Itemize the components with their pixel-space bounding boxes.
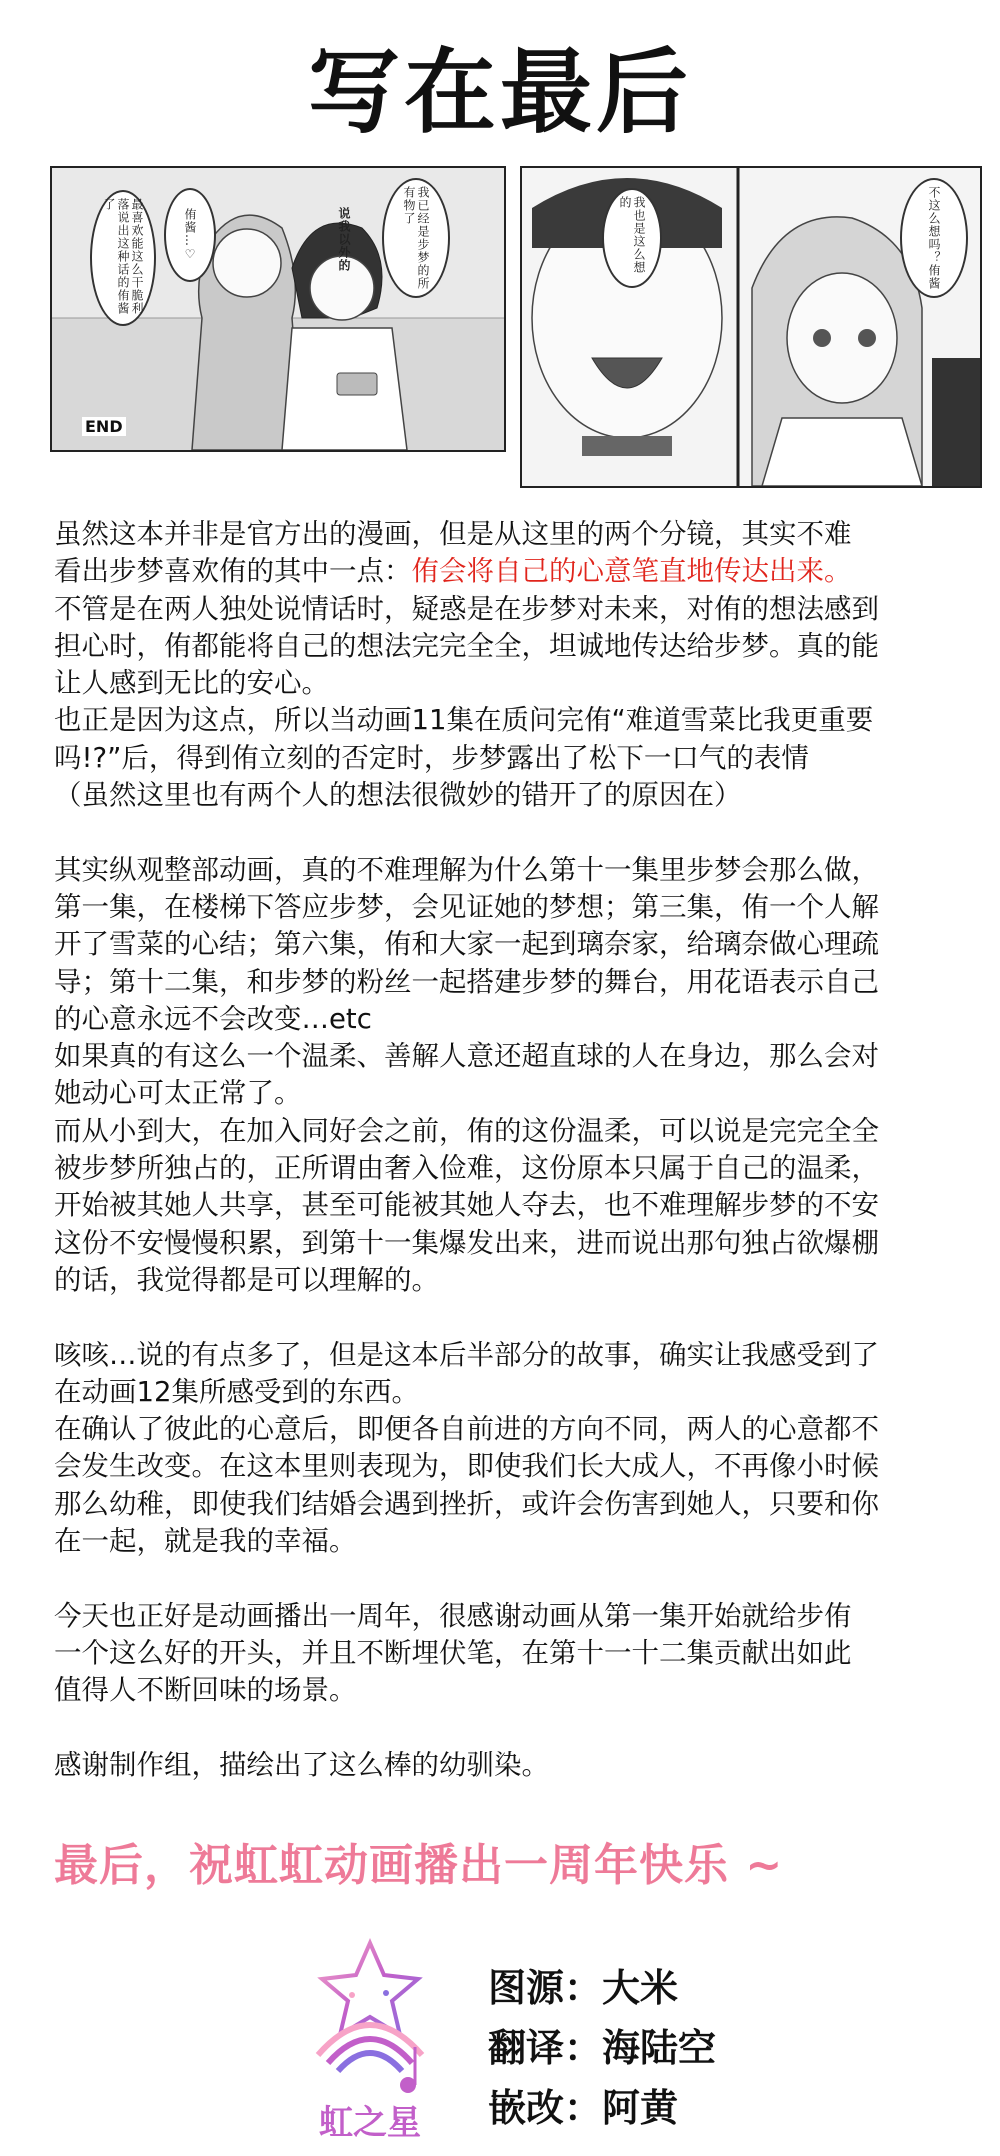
speech-bubble: 说我以外的 xyxy=(337,206,351,272)
text-line: 不管是在两人独处说情话时，疑惑是在步梦对未来，对侑的想法感到 xyxy=(54,592,879,625)
text-line: 也正是因为这点，所以当动画11集在质问完侑“难道雪菜比我更重要 xyxy=(54,704,874,737)
article-body xyxy=(54,516,974,1784)
text-line: 吗!?”后，得到侑立刻的否定时，步梦露出了松下一口气的表情 xyxy=(54,741,809,774)
closing-message: 最后，祝虹虹动画播出一周年快乐 ~ xyxy=(54,1840,784,1891)
credit-translation: 翻译：海陆空 xyxy=(488,2026,717,2070)
text-line: 如果真的有这么一个温柔、善解人意还超直球的人在身边，那么会对 xyxy=(54,1040,879,1073)
text-line: 值得人不断回味的场景。 xyxy=(54,1674,357,1707)
text-line: 开始被其她人共享，甚至可能被其她人夺去，也不难理解步梦的不安 xyxy=(54,1189,879,1222)
speech-bubble: 不这么想吗？侑酱 xyxy=(900,178,968,298)
text-line: 咳咳…说的有点多了，但是这本后半部分的故事，确实让我感受到了 xyxy=(54,1338,879,1371)
paragraph-gap xyxy=(54,1560,974,1597)
paragraph-gap xyxy=(54,1299,974,1336)
speech-bubble: 侑酱…♡ xyxy=(164,188,216,282)
text-segment: 看出步梦喜欢侑的其中一点： xyxy=(54,555,412,588)
credit-typeset: 嵌改：阿黄 xyxy=(488,2086,679,2130)
text-line: 在动画12集所感受到的东西。 xyxy=(54,1375,419,1408)
text-line: 虽然这本并非是官方出的漫画，但是从这里的两个分镜，其实不难 xyxy=(54,518,852,550)
text-line: 导；第十二集，和步梦的粉丝一起搭建步梦的舞台，用花语表示自己 xyxy=(54,965,879,998)
text-line: 的话，我觉得都是可以理解的。 xyxy=(54,1263,439,1296)
text-line: 今天也正好是动画播出一周年，很感谢动画从第一集开始就给步侑 xyxy=(54,1599,852,1632)
text-line: 在确认了彼此的心意后，即便各自前进的方向不同，两人的心意都不 xyxy=(54,1413,879,1446)
manga-panel-right xyxy=(520,166,982,488)
text-line: 那么幼稚，即使我们结婚会遇到挫折，或许会伤害到她人，只要和你 xyxy=(54,1487,879,1520)
text-line: 感谢制作组，描绘出了这么棒的幼驯染。 xyxy=(54,1748,549,1781)
text-line: 她动心可太正常了。 xyxy=(54,1077,302,1110)
logo-text: 虹之星 xyxy=(319,2103,421,2143)
manga-panels xyxy=(50,166,980,488)
logo xyxy=(300,1935,440,2150)
text-line: 这份不安慢慢积累，到第十一集爆发出来，进而说出那句独占欲爆棚 xyxy=(54,1226,879,1259)
text-line: （虽然这里也有两个人的想法很微妙的错开了的原因在） xyxy=(54,779,742,812)
text-line: 在一起，就是我的幸福。 xyxy=(54,1525,357,1558)
rainbow-note-icon xyxy=(300,1935,440,2105)
credit-source: 图源：大米 xyxy=(488,1966,679,2010)
text-line xyxy=(54,553,974,590)
text-line: 被步梦所独占的，正所谓由奢入俭难，这份原本只属于自己的温柔， xyxy=(54,1152,879,1185)
paragraph-gap xyxy=(54,1710,974,1747)
highlight-text: 侑会将自己的心意笔直地传达出来。 xyxy=(411,555,852,588)
page-title: 写在最后 xyxy=(307,39,692,146)
text-line: 其实纵观整部动画，真的不难理解为什么第十一集里步梦会那么做， xyxy=(54,853,879,886)
speech-bubble: 我已经是步梦的所有物了 xyxy=(382,178,450,298)
text-line: 的心意永远不会改变…etc xyxy=(54,1002,372,1035)
text-line: 而从小到大，在加入同好会之前，侑的这份温柔，可以说是完完全全 xyxy=(54,1114,879,1147)
text-line: 开了雪菜的心结；第六集，侑和大家一起到璃奈家，给璃奈做心理疏 xyxy=(54,928,879,961)
credits xyxy=(488,1958,968,2138)
text-line: 担心时，侑都能将自己的想法完完全全，坦诚地传达给步梦。真的能 xyxy=(54,629,879,662)
text-line: 一个这么好的开头，并且不断埋伏笔，在第十一十二集贡献出如此 xyxy=(54,1636,852,1669)
text-line: 会发生改变。在这本里则表现为，即使我们长大成人，不再像小时候 xyxy=(54,1450,879,1483)
text-line: 第一集，在楼梯下答应步梦，会见证她的梦想；第三集，侑一个人解 xyxy=(54,890,879,923)
text-line: 让人感到无比的安心。 xyxy=(54,667,329,700)
speech-bubble: 最喜欢能这么干脆利落说出这种话的侑酱了 xyxy=(90,190,156,326)
manga-panel-left xyxy=(50,166,506,452)
paragraph-gap xyxy=(54,814,974,851)
end-label: END xyxy=(82,417,126,436)
speech-bubble: 我也是这么想的 xyxy=(602,188,662,288)
